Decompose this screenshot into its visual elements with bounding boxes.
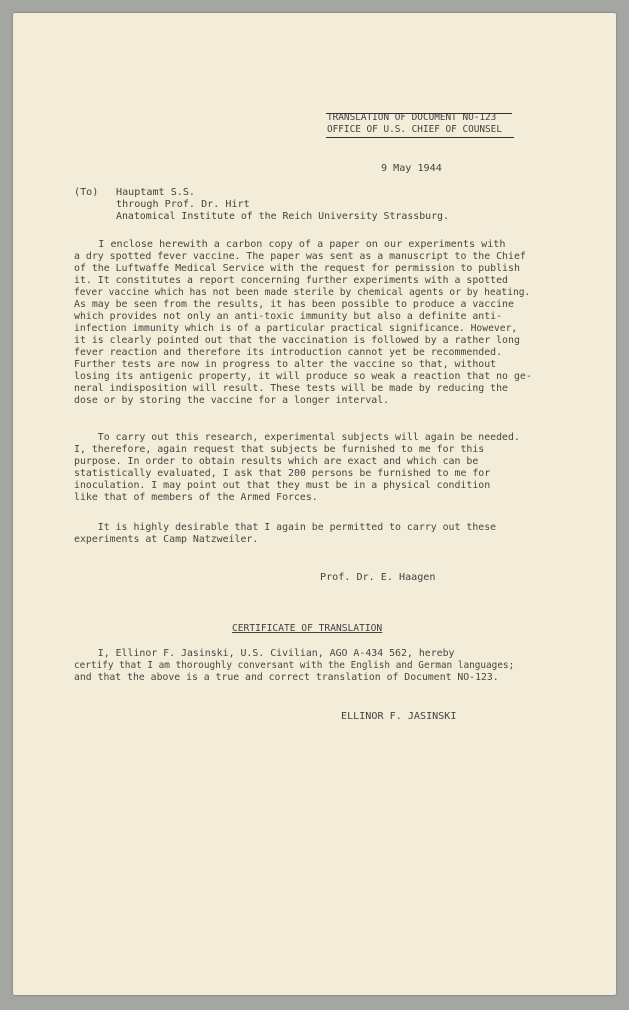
paragraph-line: neral indisposition will result. These tests will be made by reducing the [74, 383, 509, 394]
translator-name: ELLINOR F. JASINSKI [341, 711, 457, 722]
paragraph-line: As may be seen from the results, it has been possible to produce a vaccine [74, 299, 514, 310]
address-line-1: Hauptamt S.S. [116, 187, 196, 198]
paragraph-line: fever reaction and therefore its introduction cannot yet be recommended. [74, 347, 503, 358]
paragraph-line: statistically evaluated, I ask that 200 persons be furnished to me for [74, 468, 491, 479]
paragraph-line: To carry out this research, experimental subjects will again be needed. [74, 432, 520, 443]
paragraph-line: dose or by storing the vaccine for a longer interval. [74, 395, 390, 406]
letter-date: 9 May 1944 [381, 163, 442, 174]
paragraph-line: inoculation. I may point out that they must be in a physical condition [74, 480, 491, 491]
paragraph-line: I enclose herewith a carbon copy of a paper on our experiments with [74, 239, 506, 250]
address-to-marker: (To) [74, 187, 99, 198]
header-rule-top [326, 113, 512, 114]
paragraph-line: Further tests are now in progress to alter the vaccine so that, without [74, 359, 497, 370]
address-line-2: through Prof. Dr. Hirt [116, 199, 250, 210]
paragraph-line: of the Luftwaffe Medical Service with the request for permission to publish [74, 263, 520, 274]
paragraph-line: losing its antigenic property, it will produce so weak a reaction that no ge- [74, 371, 532, 382]
certificate-line: certify that I am thoroughly conversant with the English and German languages; [74, 660, 515, 671]
header-line-1: TRANSLATION OF DOCUMENT NO-123 [327, 112, 497, 123]
paragraph-line: experiments at Camp Natzweiler. [74, 534, 259, 545]
paragraph-line: infection immunity which is of a particular practical significance. However, [74, 323, 518, 334]
paragraph-line: It is highly desirable that I again be permitted to carry out these [74, 522, 497, 533]
paragraph-line: which provides not only an anti-toxic immunity but also a definite anti- [74, 311, 503, 322]
address-line-3: Anatomical Institute of the Reich University Strassburg. [116, 211, 449, 222]
paragraph-line: like that of members of the Armed Forces. [74, 492, 318, 503]
header-line-2: OFFICE OF U.S. CHIEF OF COUNSEL [327, 124, 502, 135]
paragraph-line: it. It constitutes a report concerning further experiments with a spotted [74, 275, 509, 286]
signature-name: Prof. Dr. E. Haagen [320, 572, 436, 583]
certificate-line: I, Ellinor F. Jasinski, U.S. Civilian, AGO A-434 562, hereby [74, 648, 455, 659]
header-rule-bottom [326, 137, 514, 138]
paragraph-line: purpose. In order to obtain results which are exact and which can be [74, 456, 479, 467]
certificate-title: CERTIFICATE OF TRANSLATION [232, 623, 383, 634]
paragraph-line: I, therefore, again request that subjects be furnished to me for this [74, 444, 485, 455]
paragraph-line: fever vaccine which has not been made sterile by chemical agents or by heating. [74, 287, 531, 298]
document-page [13, 13, 616, 995]
paragraph-line: a dry spotted fever vaccine. The paper was sent as a manuscript to the Chief [74, 251, 526, 262]
certificate-line: and that the above is a true and correct translation of Document NO-123. [74, 672, 499, 683]
paragraph-line: it is clearly pointed out that the vaccination is followed by a rather long [74, 335, 520, 346]
